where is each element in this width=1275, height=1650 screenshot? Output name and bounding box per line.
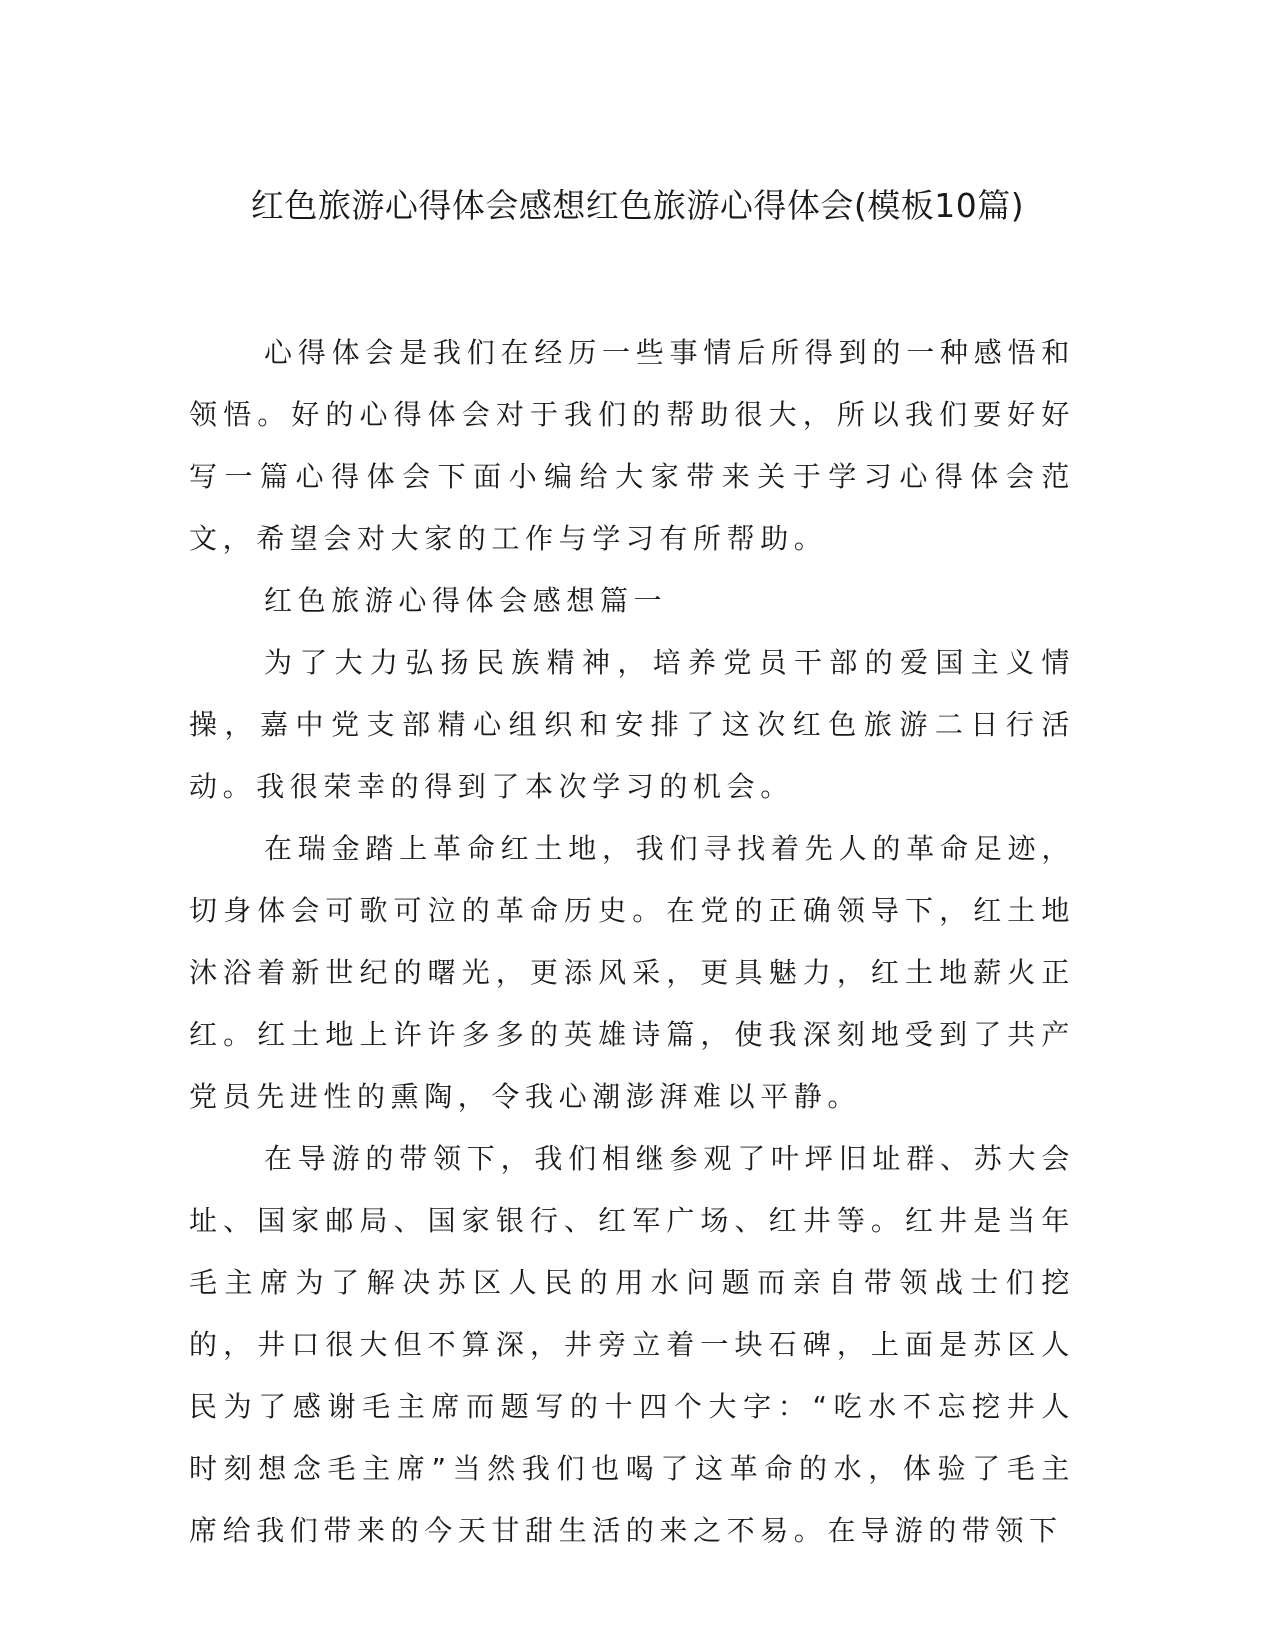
- body-paragraph: 在瑞金踏上革命红土地，我们寻找着先人的革命足迹，切身体会可歌可泣的革命历史。在党的正确领导下，红土地沐浴着新世纪的曙光，更添风采，更具魅力，红土地薪火正红。红土地上许许多多的英雄诗篇，使我深刻地受到了共产党员先进性的熏陶，令我心潮澎湃难以平静。: [189, 832, 1075, 1113]
- document-title: 红色旅游心得体会感想红色旅游心得体会(模板10篇): [250, 186, 1025, 225]
- body-paragraph: 为了大力弘扬民族精神，培养党员干部的爱国主义情操，嘉中党支部精心组织和安排了这次红色旅游二日行活动。我很荣幸的得到了本次学习的机会。: [189, 646, 1075, 803]
- intro-paragraph: 心得体会是我们在经历一些事情后所得到的一种感悟和领悟。好的心得体会对于我们的帮助很大，所以我们要好好写一篇心得体会下面小编给大家带来关于学习心得体会范文，希望会对大家的工作与学习有所帮助。: [189, 336, 1075, 555]
- body-paragraph: 在导游的带领下，我们相继参观了叶坪旧址群、苏大会址、国家邮局、国家银行、红军广场、红井等。红井是当年毛主席为了解决苏区人民的用水问题而亲自带领战士们挖的，井口很大但不算深，井旁立着一块石碑，上面是苏区人民为了感谢毛主席而题写的十四个大字：“吃水不忘挖井人时刻想念毛主席”当然我们也喝了这革命的水，体验了毛主席给我们带来的今天甘甜生活的来之不易。在导游的带领下: [189, 1142, 1075, 1547]
- section-heading: 红色旅游心得体会感想篇一: [264, 584, 668, 617]
- document-body: [189, 322, 1075, 1562]
